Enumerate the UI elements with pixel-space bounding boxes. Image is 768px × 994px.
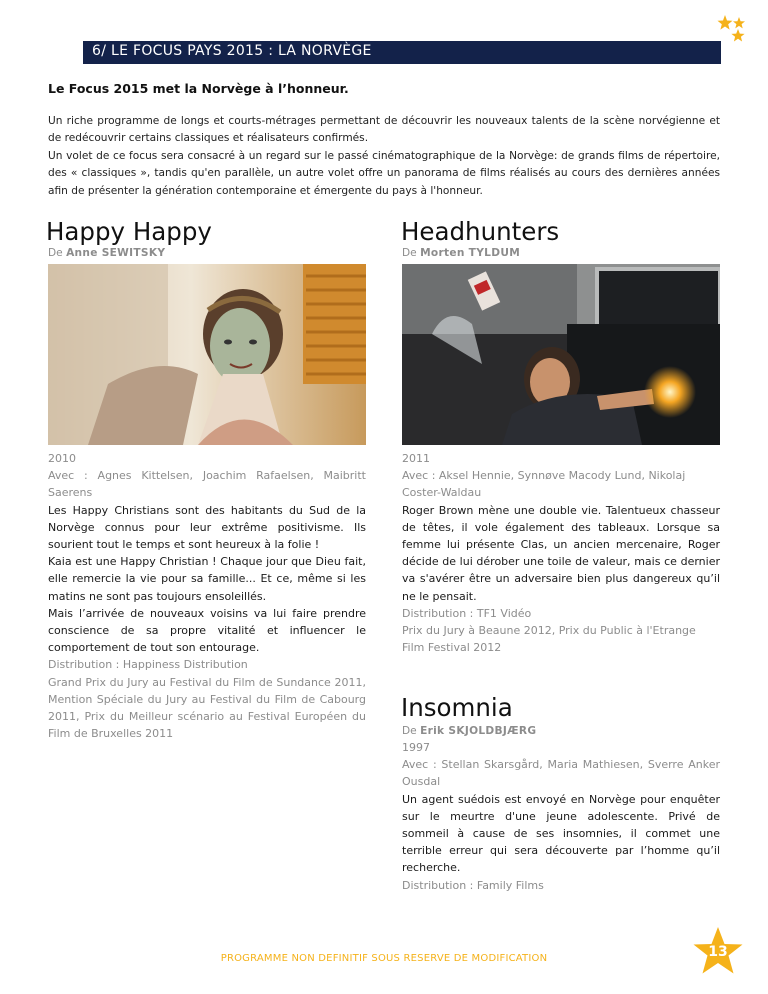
film-cast: Avec : Agnes Kittelsen, Joachim Rafaelsen, Maibritt Saerens: [48, 469, 366, 500]
intro-paragraph: Un volet de ce focus sera consacré à un regard sur le passé cinématographique de la Norvège: de grands films de répertoire, des « classiques », tandis qu'en parallèle, un autre volet offre un panorama de films réalisés au cours des dernières années afin de présenter la génération contemporaine et émergente du pays à l'honneur.: [48, 149, 720, 197]
director-prefix: De: [48, 247, 63, 259]
director-name: Anne SEWITSKY: [66, 247, 166, 259]
film-distribution: Distribution : Family Films: [402, 878, 544, 892]
director-prefix: De: [402, 725, 417, 737]
intro-paragraph: Un riche programme de longs et courts-métrages permettant de découvrir les nouveaux talents de la scène norvégienne et de redécouvrir certains classiques et réalisateurs confirmés.: [48, 115, 720, 145]
film-year: 1997: [402, 741, 430, 754]
footer-disclaimer: PROGRAMME NON DEFINITIF SOUS RESERVE DE MODIFICATION: [220, 953, 548, 964]
film-still-happy-happy: [48, 264, 366, 445]
film-still-headhunters: [402, 264, 720, 445]
film-distribution: Distribution : Happiness Distribution: [48, 658, 248, 672]
film-info-headhunters: [402, 450, 720, 656]
film-synopsis-paragraph: Mais l’arrivée de nouveaux voisins va lui faire prendre conscience de sa propre vitalité et influencer le comportement de tout son entourage.: [48, 606, 366, 655]
lead-sentence: Le Focus 2015 met la Norvège à l’honneur.: [48, 81, 349, 96]
section-title: 6/ LE FOCUS PAYS 2015 : LA NORVÈGE: [92, 43, 372, 59]
film-title-happy-happy: Happy Happy: [46, 217, 212, 246]
film-director-insomnia: [402, 724, 720, 739]
film-year: 2010: [48, 452, 76, 465]
director-prefix: De: [402, 247, 417, 259]
stars-icon: [716, 14, 750, 44]
film-synopsis-paragraph: Kaia est une Happy Christian ! Chaque jour que Dieu fait, elle remercie la vie pour sa famille... Et ce, même si les matins ne sont pas toujours ensoleillés.: [48, 555, 366, 603]
film-cast: Avec : Stellan Skarsgård, Maria Mathiesen, Sverre Anker Ousdal: [402, 758, 720, 789]
intro-text: [48, 113, 720, 200]
section-header-notch: [74, 41, 83, 64]
film-director-headhunters: [402, 247, 520, 259]
page-number: 13: [708, 944, 728, 960]
film-awards: Grand Prix du Jury au Festival du Film de Sundance 2011, Mention Spéciale du Jury au Festival du Film de Cabourg 2011, Prix du Meilleur scénario au Festival Européen du Film de Bruxelles 2011: [48, 675, 366, 741]
film-synopsis-paragraph: Un agent suédois est envoyé en Norvège pour enquêter sur le meurtre d'une jeune adolescente. Privé de sommeil à cause de ses insomnies, il commet une terrible erreur qui sera découverte par l’homme qu’il recherche.: [402, 792, 720, 875]
film-director-happy-happy: [48, 247, 165, 259]
film-info-happy-happy: [48, 450, 366, 742]
film-distribution: Distribution : TF1 Vidéo: [402, 606, 532, 620]
film-info-insomnia: [402, 724, 720, 894]
film-year: 2011: [402, 452, 430, 465]
film-title-insomnia: Insomnia: [401, 693, 513, 722]
film-synopsis-paragraph: Les Happy Christians sont des habitants du Sud de la Norvège connus pour leur extrême positivisme. Ils sourient tout le temps et sont heureux à la folie !: [48, 503, 366, 552]
film-synopsis-paragraph: Roger Brown mène une double vie. Talentueux chasseur de têtes, il vole également des tableaux. Lorsque sa femme lui présente Clas, un ancien mercenaire, Roger décide de lui dérober une toile de valeur, mais ce dernier va s'avérer être un adversaire bien plus dangereux qu’il ne le pensait.: [402, 503, 720, 603]
director-name: Morten TYLDUM: [420, 247, 521, 259]
director-name: Erik SKJOLDBJÆRG: [420, 725, 537, 737]
film-awards: Prix du Jury à Beaune 2012, Prix du Public à l'Etrange Film Festival 2012: [402, 624, 696, 655]
film-cast: Avec : Aksel Hennie, Synnøve Macody Lund, Nikolaj Coster-Waldau: [402, 469, 686, 500]
film-title-headhunters: Headhunters: [401, 217, 560, 246]
